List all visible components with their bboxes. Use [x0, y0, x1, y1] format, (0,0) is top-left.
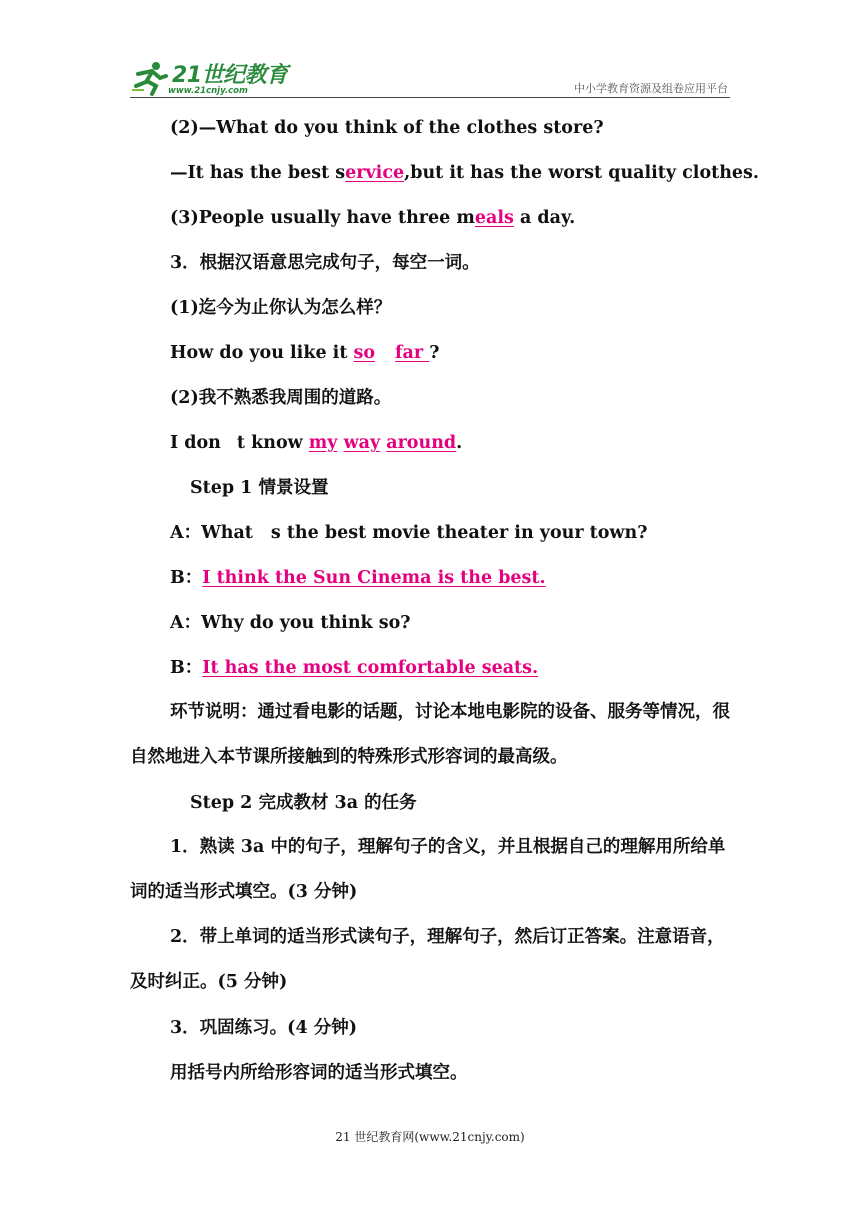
page-footer: 21 世纪教育网(www.21cnjy.com) — [335, 1130, 525, 1144]
logo-text: 21世纪教育 — [172, 63, 288, 88]
answer-fill: my — [308, 433, 338, 453]
note-paragraph: 环节说明：通过看电影的话题，讨论本地电影院的设备、服务等情况，很自然地进入本节课所接触到的特殊形式形容词的最高级。 — [130, 702, 730, 767]
answer-fill: way — [343, 433, 381, 453]
header-divider — [130, 97, 730, 98]
answer-fill: around — [386, 433, 457, 453]
question-2: (2)—What do you think of the clothes store? — [170, 118, 604, 138]
task-3-instruction: 用括号内所给形容词的适当形式填空。 — [170, 1063, 468, 1083]
dialogue-line-1: A：What s the best movie theater in your town? — [170, 523, 648, 543]
section-3-title: 3．根据汉语意思完成句子，每空一词。 — [170, 253, 480, 273]
sentence-2-english: I don t know my way around. — [170, 433, 463, 453]
answer-fill: It has the most comfortable seats. — [202, 658, 539, 678]
answer-fill: so — [353, 343, 376, 363]
platform-label: 中小学教育资源及组卷应用平台 — [574, 82, 728, 95]
sentence-1-english: How do you like it so far ? — [170, 343, 440, 363]
logo-url: www.21cnjy.com — [168, 86, 248, 96]
answer-fill: eals — [474, 208, 514, 228]
step-2-title: Step 2 完成教材 3a 的任务 — [190, 793, 417, 813]
sentence-1-chinese: (1)迄今为止你认为怎么样？ — [170, 298, 392, 318]
dialogue-line-3: A：Why do you think so? — [170, 613, 411, 633]
task-2: 2．带上单词的适当形式读句子，理解句子，然后订正答案。注意语音，及时纠正。(5 分钟) — [130, 927, 725, 992]
step-1-title: Step 1 情景设置 — [190, 478, 329, 498]
task-3: 3．巩固练习。(4 分钟) — [170, 1018, 358, 1038]
sentence-2-chinese: (2)我不熟悉我周围的道路。 — [170, 388, 392, 408]
task-1: 1．熟读 3a 中的句子，理解句子的含义，并且根据自己的理解用所给单词的适当形式填空。(3 分钟) — [130, 837, 726, 902]
question-3: (3)People usually have three meals a day. — [170, 208, 576, 228]
logo — [130, 60, 290, 100]
runner-logo-icon — [130, 60, 170, 96]
dialogue-line-4: B：It has the most comfortable seats. — [170, 658, 539, 678]
question-2-answer: —It has the best service,but it has the worst quality clothes. — [170, 163, 760, 183]
page-header — [0, 0, 860, 110]
answer-fill: I think the Sun Cinema is the best. — [202, 568, 546, 588]
answer-fill: far — [395, 343, 430, 363]
dialogue-line-2: B：I think the Sun Cinema is the best. — [170, 568, 546, 588]
answer-fill: ervice — [345, 163, 405, 183]
